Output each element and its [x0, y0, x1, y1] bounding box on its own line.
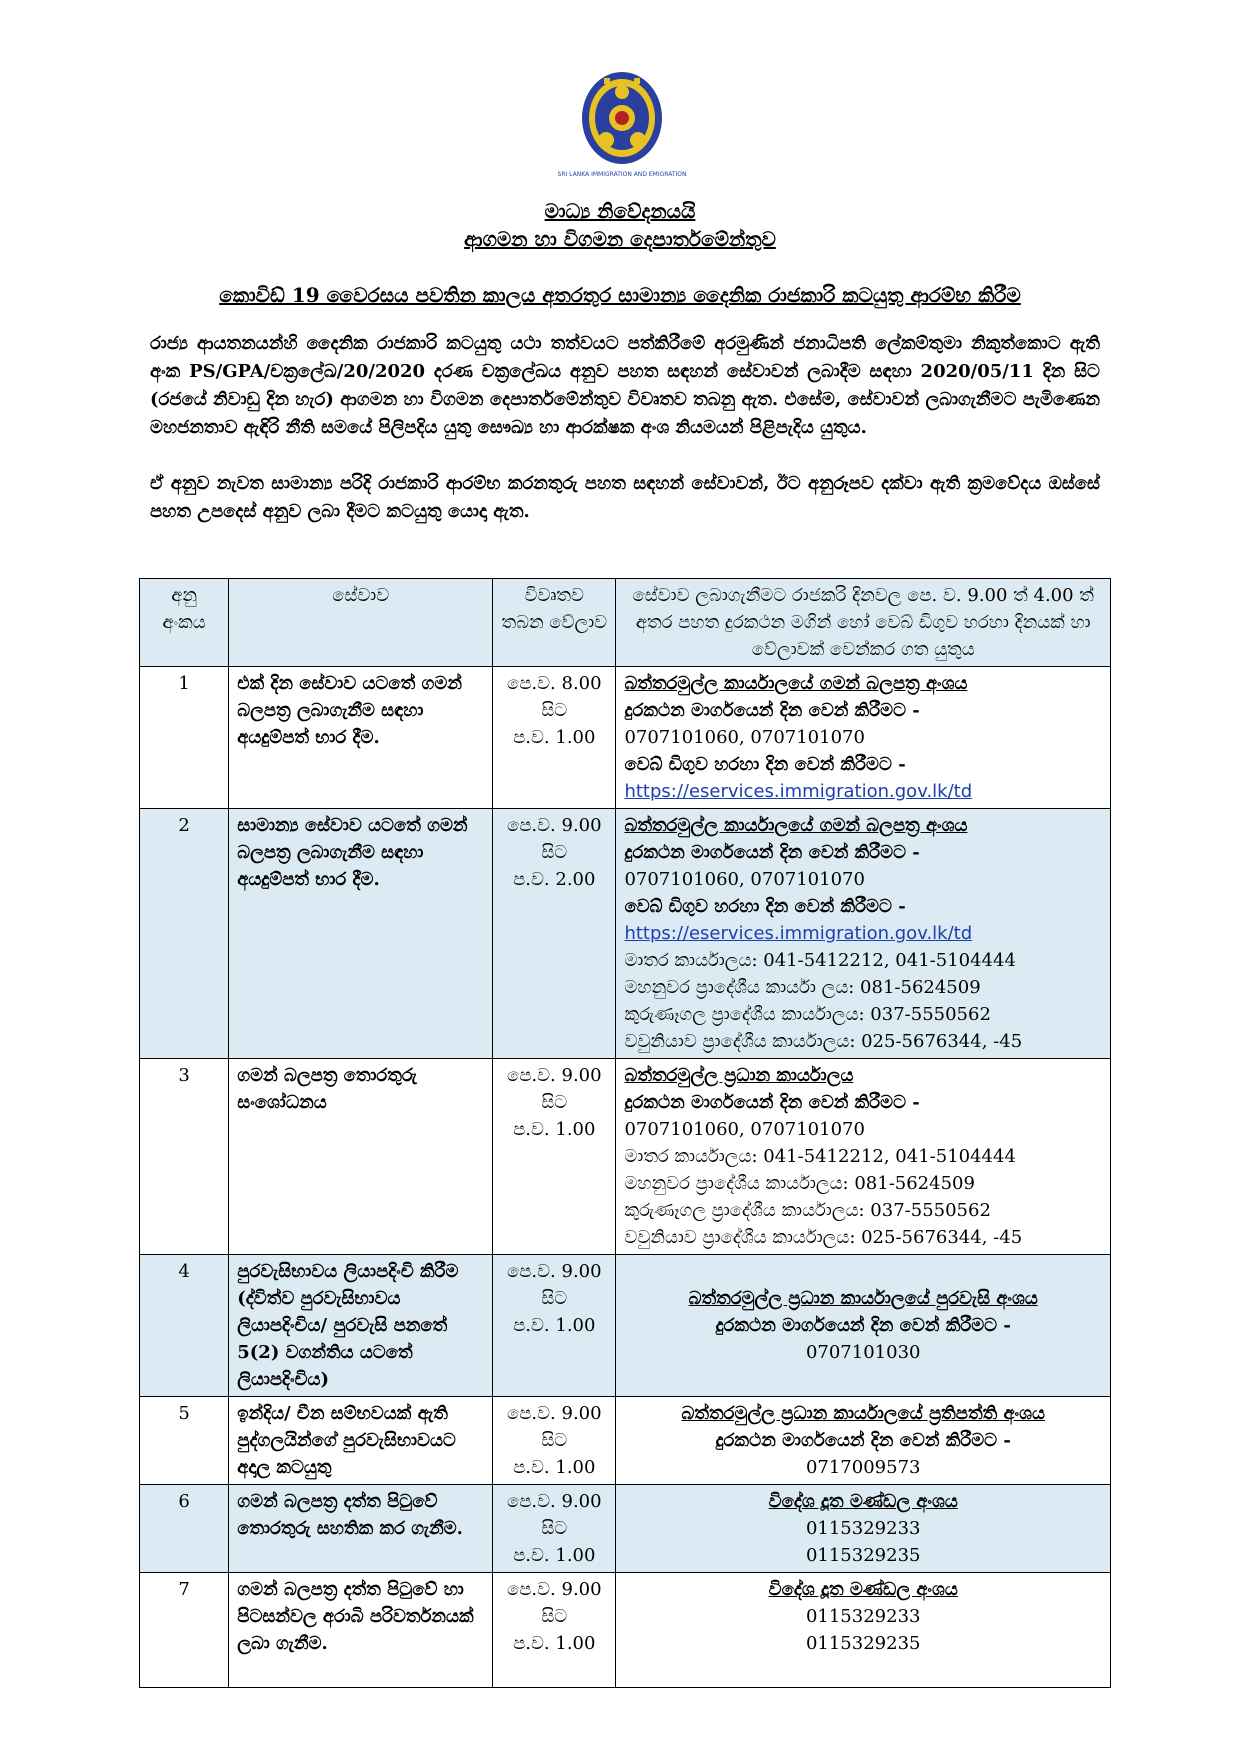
table-row — [140, 1573, 1111, 1688]
time-from: පෙ.ව. 9.00 — [506, 1579, 602, 1600]
contact-title: බත්තරමුල්ල කාර්යාලයේ ගමන් බලපත්‍ර අංශය — [624, 815, 968, 836]
contact-line: දුරකථන මාර්ගයෙන් දින වෙන් කිරීමට - — [624, 700, 920, 721]
col-header-contact: සේවාව ලබාගැනීමට රාජකරි දිනවල පෙ. ව. 9.00 ත් 4.00 ත් අතර පහත දුරකථන මගින් හෝ වෙබ් ඩිගුව හරහා දිනයක් හා වේලාවක් වෙන්කර ගත යුතුය — [616, 579, 1111, 667]
row-number: 6 — [140, 1485, 229, 1573]
contact-line: 0115329235 — [805, 1633, 921, 1654]
table-row — [140, 1485, 1111, 1573]
service-name: ඉන්දිය/ චීන සම්භවයක් ඇති පුද්ගලයින්ගේ පුරවැසිභාවයට අදාල කටයුතු — [229, 1397, 493, 1485]
time-from: පෙ.ව. 9.00 — [506, 815, 602, 836]
row-number: 4 — [140, 1255, 229, 1397]
contact-line: 0707101060, 0707101070 — [624, 1119, 865, 1140]
contact-details — [616, 1255, 1111, 1397]
contact-title: බත්තරමුල්ල ප්‍රධාන කාර්යාලයේ ප්‍රතිපත්ති අංශය — [681, 1403, 1045, 1424]
contact-line: මහනුවර ප්‍රාදේශීය කාර්යාලය: 081-5624509 — [624, 1173, 975, 1194]
department-emblem — [557, 68, 687, 190]
intro-paragraph-2: ඒ අනුව නැවත සාමාන්‍ය පරිදි රාජකාරි ආරම්භ කරනතුරු පහත සඳහන් සේවාවන්, ඊට අනුරූපව දක්වා ඇති ක්‍රමවේදය ඔස්සේ පහත උපදෙස් අනුව ලබා දීමට කටයුතු යොදා ඇත. — [150, 473, 1100, 522]
row-number: 3 — [140, 1059, 229, 1255]
service-name: ගමන් බලපත්‍ර තොරතුරු සංශෝධනය — [229, 1059, 493, 1255]
contact-line: වවුනියාව ප්‍රාදේශීය කාර්යාලය: 025-5676344, -45 — [624, 1031, 1023, 1052]
intro-paragraph: රාජ්‍ය ආයතනයන්හි දෛනික රාජකාරි කටයුතු යථා තත්වයට පත්කිරීමේ අරමුණින් ජනාධිපති ලේකම්තුමා නිකුත්කොට ඇති අංක PS/GPA/චක්‍රලේඛ/20/2020 දරණ චක්‍රලේඛය අනුව පහත සඳහන් සේවාවන් ලබාදීම සඳහා 2020/05/11 දින සිට (රජයේ නිවාඩු දින හැර) ආගමන හා විගමන දෙපාර්තමේන්තුව විවෘතව තබනු ඇත. එසේම, සේවාවන් ලබාගැනීමට පැමිණෙන මහජනතාව ඇඳිරි නීති සමයේ පිලිපදිය යුතු සෞඛ්‍ය හා ආරක්ෂක අංශ නියමයන් පිළිපැදිය යුතුය. — [150, 333, 1100, 438]
contact-line: 0717009573 — [805, 1457, 921, 1478]
time-sep: සිට — [541, 1092, 568, 1113]
col-header-open-time: විවෘතව තබන වේලාව — [493, 579, 616, 667]
time-sep: සිට — [541, 1518, 568, 1539]
time-from: පෙ.ව. 9.00 — [506, 1261, 602, 1282]
release-title: මාධ්‍ය නිවේදනයයි — [544, 199, 696, 223]
contact-title: බත්තරමුල්ල ප්‍රධාන කාර්යාලයේ පුරවැසි අංශය — [688, 1288, 1038, 1309]
contact-line: 0115329233 — [805, 1606, 921, 1627]
time-from: පෙ.ව. 8.00 — [506, 673, 602, 694]
contact-line: වවුනියාව ප්‍රාදේශීය කාර්යාලය: 025-5676344, -45 — [624, 1227, 1023, 1248]
time-to: ප.ව. 1.00 — [513, 1457, 596, 1478]
time-from: පෙ.ව. 9.00 — [506, 1403, 602, 1424]
contact-title: බත්තරමුල්ල කාර්යාලයේ ගමන් බලපත්‍ර අංශය — [624, 673, 968, 694]
service-name: පුරවැසිභාවය ලියාපදිංචි කිරීම (ද්විත්ව පුරවැසිභාවය ලියාපදිංචිය/ පුරවැසි පනතේ 5(2) වගන්තිය යටතේ ලියාපදිංචිය) — [229, 1255, 493, 1397]
contact-details — [616, 1485, 1111, 1573]
contact-line: 0707101060, 0707101070 — [624, 869, 865, 890]
col-header-no: අනු අංකය — [140, 579, 229, 667]
table-row — [140, 809, 1111, 1059]
time-sep: සිට — [541, 1288, 568, 1309]
contact-line: දුරකථන මාර්ගයෙන් දින වෙන් කිරීමට - — [715, 1315, 1011, 1336]
time-sep: සිට — [541, 842, 568, 863]
table-row — [140, 1059, 1111, 1255]
service-name: සාමාන්‍ය සේවාව යටතේ ගමන් බලපත්‍ර ලබාගැනීම සඳහා අයදුම්පත් භාර දීම. — [229, 809, 493, 1059]
contact-line: වෙබ් ඩිගුව හරහා දින වෙන් කිරීමට - — [624, 896, 906, 917]
time-sep: සිට — [541, 700, 568, 721]
contact-line: 0707101030 — [805, 1342, 921, 1363]
table-row — [140, 1255, 1111, 1397]
table-row — [140, 667, 1111, 809]
contact-title: බත්තරමුල්ල ප්‍රධාන කාර්යාලය — [624, 1065, 854, 1086]
time-from: පෙ.ව. 9.00 — [506, 1065, 602, 1086]
service-name: ගමන් බලපත්‍ර දත්ත පිටුවේ හා පිටසන්වල අරාබි පරිවර්තනයක් ලබා ගැනීම. — [229, 1573, 493, 1688]
open-time — [493, 1485, 616, 1573]
contact-line: 0707101060, 0707101070 — [624, 727, 865, 748]
services-table — [139, 578, 1111, 1688]
row-number: 5 — [140, 1397, 229, 1485]
contact-line: දුරකථන මාර්ගයෙන් දින වෙන් කිරීමට - — [715, 1430, 1011, 1451]
contact-line: 0115329233 — [805, 1518, 921, 1539]
time-to: ප.ව. 1.00 — [513, 1633, 596, 1654]
time-to: ප.ව. 1.00 — [513, 1119, 596, 1140]
contact-details — [616, 1397, 1111, 1485]
row-number: 2 — [140, 809, 229, 1059]
open-time — [493, 809, 616, 1059]
contact-line: වෙබ් ඩිගුව හරහා දින වෙන් කිරීමට - — [624, 754, 906, 775]
row-number: 7 — [140, 1573, 229, 1688]
row-number: 1 — [140, 667, 229, 809]
open-time — [493, 1573, 616, 1688]
contact-line: දුරකථන මාර්ගයෙන් දින වෙන් කිරීමට - — [624, 842, 920, 863]
time-sep: සිට — [541, 1430, 568, 1451]
contact-line: මාතර කාර්යාලය: 041-5412212, 041-5104444 — [624, 1146, 1016, 1167]
time-sep: සිට — [541, 1606, 568, 1627]
service-name: ගමන් බලපත්‍ර දත්ත පිටුවේ තොරතුරු සහතික කර ගැනීම. — [229, 1485, 493, 1573]
contact-details — [616, 809, 1111, 1059]
open-time — [493, 667, 616, 809]
department-name: ආගමන හා විගමන දෙපාර්තමේන්තුව — [464, 227, 776, 251]
table-header-row — [140, 579, 1111, 667]
subject-line: කොවිඩ් 19 වෛරසය පවතින කාලය අතරතුර සාමාන්‍ය දෛනික රාජකාරි කටයුතු ආරම්භ කිරීම — [219, 283, 1021, 307]
contact-details — [616, 667, 1111, 809]
contact-details — [616, 1573, 1111, 1688]
logo-text: SRI LANKA IMMIGRATION AND EMIGRATION — [557, 171, 687, 178]
table-row — [140, 1397, 1111, 1485]
contact-title: විදේශ දූත මණ්ඩල අංශය — [768, 1491, 958, 1512]
contact-details — [616, 1059, 1111, 1255]
time-to: ප.ව. 1.00 — [513, 1315, 596, 1336]
time-to: ප.ව. 2.00 — [513, 869, 596, 890]
contact-title: විදේශ දූත මණ්ඩල අංශය — [768, 1579, 958, 1600]
time-to: ප.ව. 1.00 — [513, 1545, 596, 1566]
contact-line: කුරුණෑගල ප්‍රාදේශීය කාර්යාලය: 037-5550562 — [624, 1004, 991, 1025]
eservices-link[interactable]: https://eservices.immigration.gov.lk/td — [624, 781, 973, 802]
time-to: ප.ව. 1.00 — [513, 727, 596, 748]
open-time — [493, 1059, 616, 1255]
eservices-link[interactable]: https://eservices.immigration.gov.lk/td — [624, 923, 973, 944]
contact-line: කුරුණෑගල ප්‍රාදේශීය කාර්යාලය: 037-5550562 — [624, 1200, 991, 1221]
open-time — [493, 1397, 616, 1485]
service-name: එක් දින සේවාව යටතේ ගමන් බලපත්‍ර ලබාගැනීම සඳහා අයදුම්පත් භාර දීම. — [229, 667, 493, 809]
contact-line: මහනුවර ප්‍රාදේශීය කාර්යා ලය: 081-5624509 — [624, 977, 981, 998]
contact-line: මාතර කාර්යාලය: 041-5412212, 041-5104444 — [624, 950, 1016, 971]
col-header-service: සේවාව — [229, 579, 493, 667]
open-time — [493, 1255, 616, 1397]
contact-line: දුරකථන මාර්ගයෙන් දින වෙන් කිරීමට - — [624, 1092, 920, 1113]
time-from: පෙ.ව. 9.00 — [506, 1491, 602, 1512]
contact-line: 0115329235 — [805, 1545, 921, 1566]
